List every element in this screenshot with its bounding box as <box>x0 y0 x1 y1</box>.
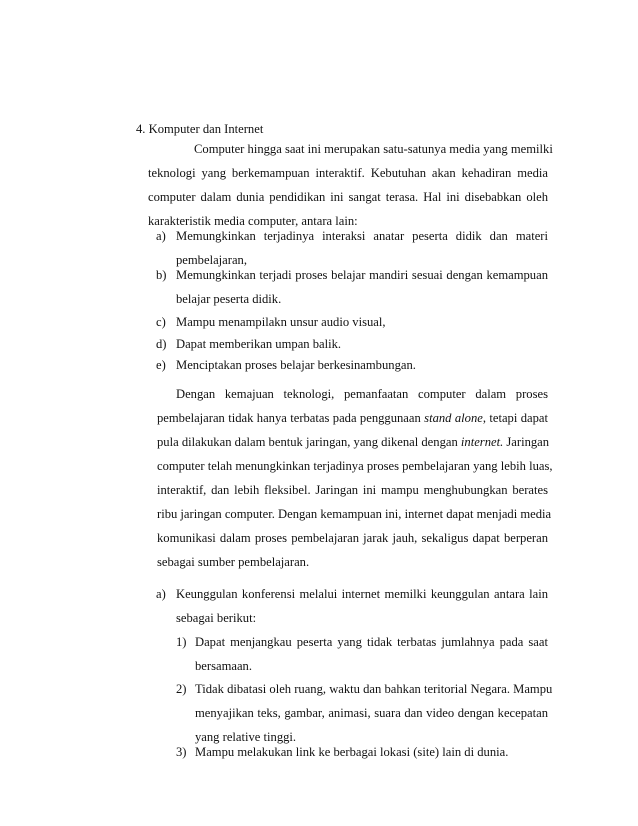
list-item-line: belajar peserta didik. <box>176 292 282 306</box>
sublist-item-line: Dapat menjangkau peserta yang tidak terbatas jumlahnya pada saat <box>195 635 548 649</box>
paragraph-text: pula dilakukan dalam bentuk jaringan, yang dikenal dengan <box>157 435 461 449</box>
section-heading <box>136 121 263 137</box>
paragraph-line: sebagai sumber pembelajaran. <box>157 555 310 569</box>
sublist-item-line: Tidak dibatasi oleh ruang, waktu dan bahkan teritorial Negara. Mampu <box>195 682 553 696</box>
section-title: Komputer dan Internet <box>148 122 264 136</box>
paragraph-line: komunikasi dalam proses pembelajaran jarak jauh, sekaligus dapat berperan <box>157 531 548 545</box>
paragraph-text: Jaringan <box>503 435 550 449</box>
sublist-marker: 3) <box>176 745 187 759</box>
list-item-line: pembelajaran, <box>176 253 247 267</box>
list-marker: b) <box>156 268 167 282</box>
intro-line: Computer hingga saat ini merupakan satu-satunya media yang memilki <box>194 142 553 156</box>
list-item-line: Memungkinkan terjadi proses belajar mandiri sesuai dengan kemampuan <box>176 268 548 282</box>
list-marker: a) <box>156 229 166 243</box>
emphasis-text: stand alone <box>424 411 483 425</box>
list-item-line: Keunggulan konferensi melalui internet memilki keunggulan antara lain <box>176 587 548 601</box>
sublist-item-line: menyajikan teks, gambar, animasi, suara dan video dengan kecepatan <box>195 706 548 720</box>
list-item-line: sebagai berikut: <box>176 611 257 625</box>
paragraph-line <box>157 434 548 450</box>
sublist-marker: 1) <box>176 635 187 649</box>
paragraph-line: interaktif, dan lebih fleksibel. Jaringan ini mampu menghubungkan berates <box>157 483 548 497</box>
list-marker: c) <box>156 315 166 329</box>
paragraph-text: , tetapi dapat <box>482 411 548 425</box>
paragraph-line <box>157 410 548 426</box>
list-item-line: Memungkinkan terjadinya interaksi anatar peserta didik dan materi <box>176 229 548 243</box>
emphasis-text: internet. <box>460 435 504 449</box>
sublist-marker: 2) <box>176 682 187 696</box>
sublist-item-line: bersamaan. <box>195 659 252 673</box>
sublist-item-line: yang relative tinggi. <box>195 730 297 744</box>
section-number: 4. <box>136 122 146 136</box>
list-item-line: Dapat memberikan umpan balik. <box>176 337 342 351</box>
list-item-line: Mampu menampilakn unsur audio visual, <box>176 315 386 329</box>
paragraph-line: Dengan kemajuan teknologi, pemanfaatan computer dalam proses <box>176 387 548 401</box>
intro-line: computer dalam dunia pendidikan ini sangat terasa. Hal ini disebabkan oleh <box>148 190 548 204</box>
list-marker: e) <box>156 358 166 372</box>
list-marker: d) <box>156 337 167 351</box>
intro-line: karakteristik media computer, antara lain: <box>148 214 358 228</box>
paragraph-text: pembelajaran tidak hanya terbatas pada penggunaan <box>157 411 425 425</box>
list-item-line: Menciptakan proses belajar berkesinambungan. <box>176 358 416 372</box>
list-marker: a) <box>156 587 166 601</box>
sublist-item-line: Mampu melakukan link ke berbagai lokasi (site) lain di dunia. <box>195 745 509 759</box>
paragraph-line: computer telah menungkinkan terjadinya proses pembelajaran yang lebih luas, <box>157 459 553 473</box>
paragraph-line: ribu jaringan computer. Dengan kemampuan ini, internet dapat menjadi media <box>157 507 552 521</box>
intro-line: teknologi yang berkemampuan interaktif. Kebutuhan akan kehadiran media <box>148 166 548 180</box>
